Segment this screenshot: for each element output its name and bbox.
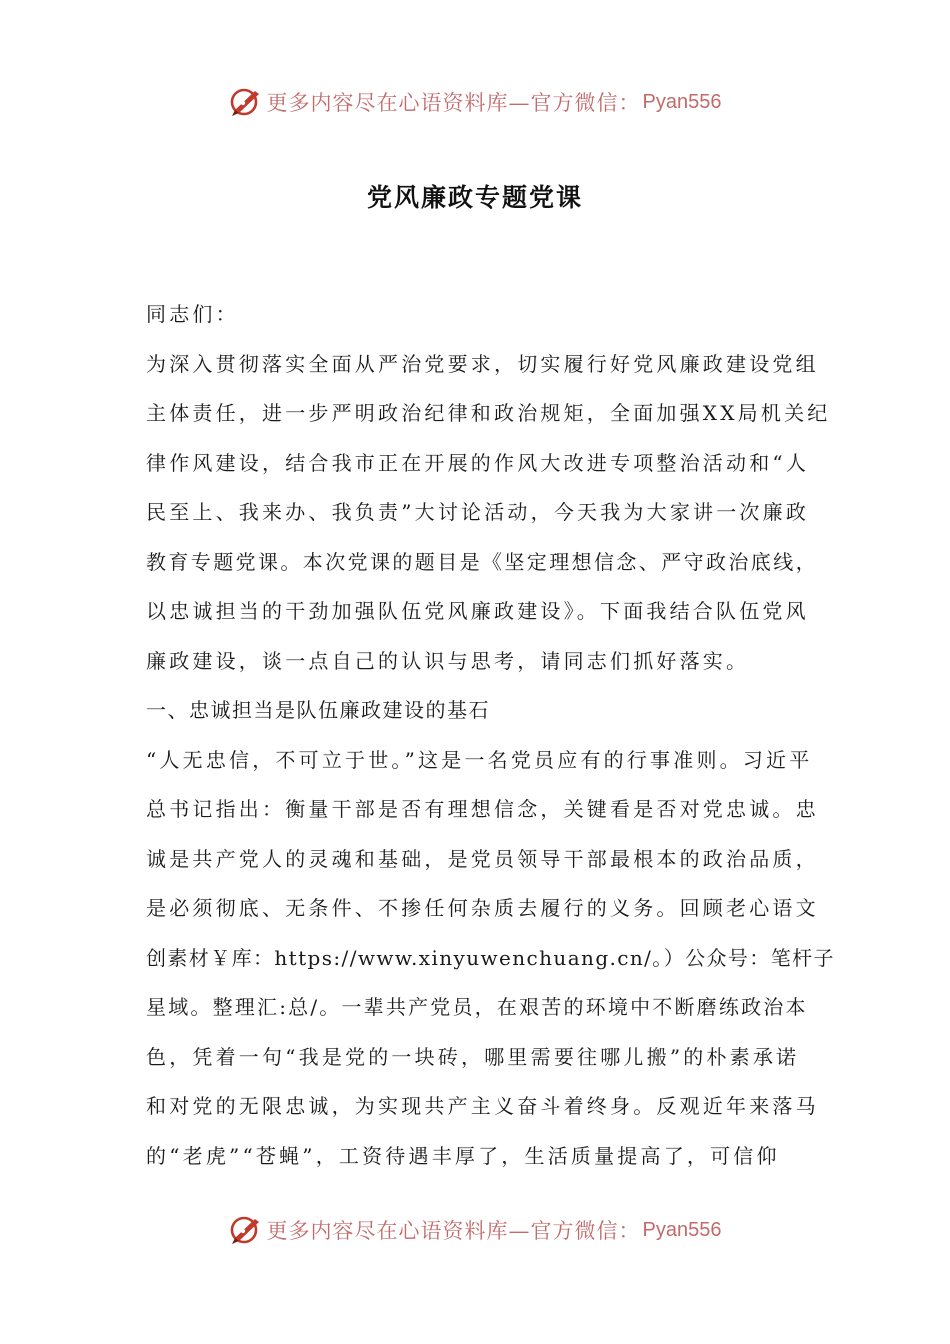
pen-logo-icon xyxy=(229,1213,263,1247)
paragraph-line: 星域。整理汇:总/。一辈共产党员，在艰苦的环境中不断磨练政治本 xyxy=(146,995,808,1019)
paragraph-line: 律作风建设，结合我市正在开展的作风大改进专项整治活动和“人 xyxy=(146,450,810,475)
document-title: 党风廉政专题党课 xyxy=(366,183,583,212)
document-body xyxy=(146,290,835,1181)
banner-wechat-id: Pyan556 xyxy=(642,90,722,113)
paragraph-line: 以忠诚担当的干劲加强队伍党风廉政建设》。下面我结合队伍党风 xyxy=(146,599,809,623)
paragraph-line: 民至上、我来办、我负责”大讨论活动，今天我为大家讲一次廉政 xyxy=(146,500,810,524)
paragraph-line: 诚是共产党人的灵魂和基础，是党员领导干部最根本的政治品质， xyxy=(146,846,819,871)
banner-wechat-id: Pyan556 xyxy=(642,1218,722,1241)
pen-logo-icon xyxy=(229,85,263,119)
paragraph-line: 的“老虎”“苍蝇”，工资待遇丰厚了，生活质量提高了，可信仰 xyxy=(146,1143,780,1168)
banner-text: 更多内容尽在心语资料库—官方微信： xyxy=(266,1219,641,1243)
paragraph-line: “人无忠信，不可立于世。”这是一名党员应有的行事准则。习近平 xyxy=(146,747,813,772)
paragraph-line: 为深入贯彻落实全面从严治党要求，切实履行好党风廉政建设党组 xyxy=(146,351,819,376)
salutation: 同志们： xyxy=(146,302,239,326)
paragraph-line: 教育专题党课。本次党课的题目是《坚定理想信念、严守政治底线， xyxy=(146,549,818,574)
paragraph-line: 和对党的无限忠诚，为实现共产主义奋斗着终身。反观近年来落马 xyxy=(146,1094,819,1118)
banner-text: 更多内容尽在心语资料库—官方微信： xyxy=(266,91,641,115)
paragraph-line: 主体责任，进一步严明政治纪律和政治规矩，全面加强XX局机关纪 xyxy=(146,401,831,425)
section-heading: 一、忠诚担当是队伍廉政建设的基石 xyxy=(146,698,490,722)
paragraph-line: 创素材￥库：https://www.xinyuwenchuang.cn/。）公众号：笔杆子 xyxy=(146,945,835,970)
paragraph-line: 色，凭着一句“我是党的一块砖，哪里需要往哪儿搬”的朴素承诺 xyxy=(146,1044,800,1069)
paragraph-line: 廉政建设，谈一点自己的认识与思考，请同志们抓好落实。 xyxy=(146,648,750,673)
header-watermark-banner xyxy=(0,82,950,122)
paragraph-line: 总书记指出：衡量干部是否有理想信念，关键看是否对党忠诚。忠 xyxy=(146,797,819,821)
paragraph-line: 是必须彻底、无条件、不掺任何杂质去履行的义务。回顾老心语文 xyxy=(146,896,819,920)
footer-watermark-banner xyxy=(0,1210,950,1250)
